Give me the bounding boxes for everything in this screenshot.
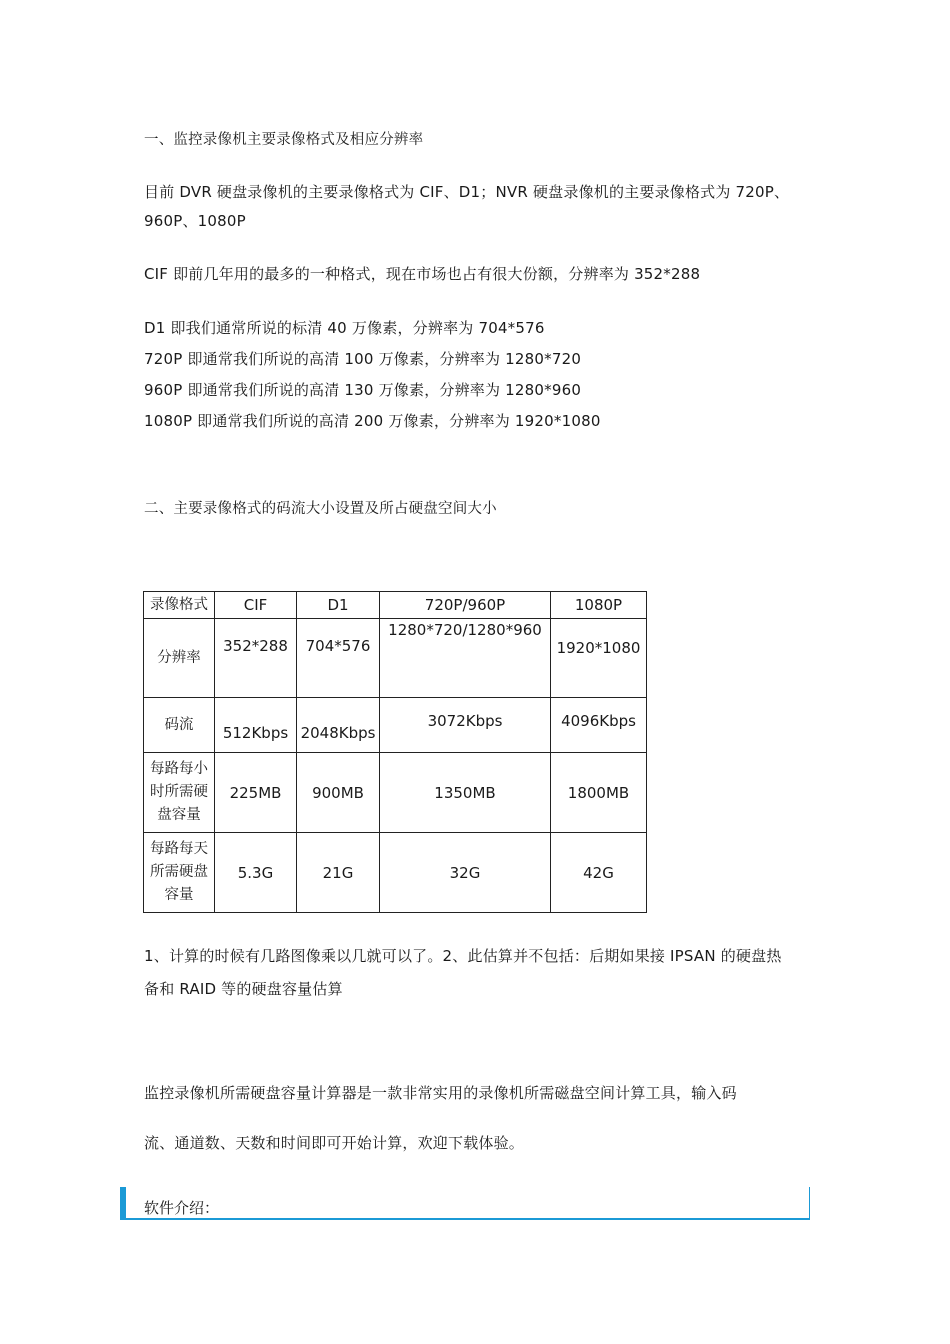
row-label-line: 所需硬盘	[150, 864, 208, 880]
list-item-960p: 960P 即通常我们所说的高清 130 万像素，分辨率为 1280*960	[144, 381, 582, 399]
row-label-line: 每路每小	[150, 761, 208, 777]
table-cell: 704*576	[297, 619, 380, 698]
row-label: 码流	[144, 698, 215, 753]
table-header-row	[144, 592, 647, 619]
table-header-cell: D1	[297, 592, 380, 619]
table-cell: 1800MB	[551, 753, 647, 833]
section-accent-bar	[120, 1187, 126, 1220]
section-end-tick	[809, 1187, 810, 1220]
table-cell: 3072Kbps	[380, 698, 551, 753]
row-label-line: 每路每天	[150, 841, 208, 857]
row-label-line: 时所需硬	[150, 784, 208, 800]
table-header-cell: CIF	[215, 592, 297, 619]
section-1-heading: 一、监控录像机主要录像格式及相应分辨率	[144, 132, 424, 148]
table-cell: 4096Kbps	[551, 698, 647, 753]
table-cell: 352*288	[215, 619, 297, 698]
paragraph-formats-line-1: 目前 DVR 硬盘录像机的主要录像格式为 CIF、D1；NVR 硬盘录像机的主要录像格式为 720P、	[144, 183, 790, 201]
intro-line-2: 流、通道数、天数和时间即可开始计算，欢迎下载体验。	[144, 1134, 525, 1152]
list-item-720p: 720P 即通常我们所说的高清 100 万像素，分辨率为 1280*720	[144, 350, 582, 368]
storage-table	[143, 591, 647, 913]
intro-line-1: 监控录像机所需硬盘容量计算器是一款非常实用的录像机所需磁盘空间计算工具，输入码	[144, 1084, 737, 1102]
table-header-cell: 1080P	[551, 592, 647, 619]
row-label	[144, 833, 215, 913]
paragraph-cif: CIF 即前几年用的最多的一种格式，现在市场也占有很大份额，分辨率为 352*288	[144, 265, 701, 283]
table-row	[144, 698, 647, 753]
table-cell: 2048Kbps	[297, 698, 380, 753]
list-item-d1: D1 即我们通常所说的标清 40 万像素，分辨率为 704*576	[144, 319, 545, 337]
table-cell: 1920*1080	[551, 619, 647, 698]
table-cell: 5.3G	[215, 833, 297, 913]
row-label-line: 容量	[164, 887, 194, 903]
software-intro-title: 软件介绍：	[144, 1199, 220, 1217]
table-cell: 21G	[297, 833, 380, 913]
table-cell: 32G	[380, 833, 551, 913]
note-line-1: 1、计算的时候有几路图像乘以几就可以了。2、此估算并不包括：后期如果接 IPSAN 的硬盘热	[144, 947, 782, 965]
table-cell: 512Kbps	[215, 698, 297, 753]
row-label: 分辨率	[144, 619, 215, 698]
table-row	[144, 833, 647, 913]
table-header-cell: 720P/960P	[380, 592, 551, 619]
list-item-1080p: 1080P 即通常我们所说的高清 200 万像素，分辨率为 1920*1080	[144, 412, 601, 430]
table-row	[144, 619, 647, 698]
table-cell: 225MB	[215, 753, 297, 833]
table-cell: 42G	[551, 833, 647, 913]
paragraph-formats-line-2: 960P、1080P	[144, 212, 246, 230]
note-line-2: 备和 RAID 等的硬盘容量估算	[144, 980, 343, 998]
table-cell: 900MB	[297, 753, 380, 833]
row-label	[144, 753, 215, 833]
row-label-line: 盘容量	[157, 807, 201, 823]
section-2-heading: 二、主要录像格式的码流大小设置及所占硬盘空间大小	[144, 501, 497, 517]
table-row	[144, 753, 647, 833]
table-cell: 1280*720/1280*960	[380, 619, 551, 698]
table-header-cell: 录像格式	[144, 592, 215, 619]
table-cell: 1350MB	[380, 753, 551, 833]
section-underline	[126, 1218, 810, 1220]
software-intro-header	[120, 1187, 810, 1220]
